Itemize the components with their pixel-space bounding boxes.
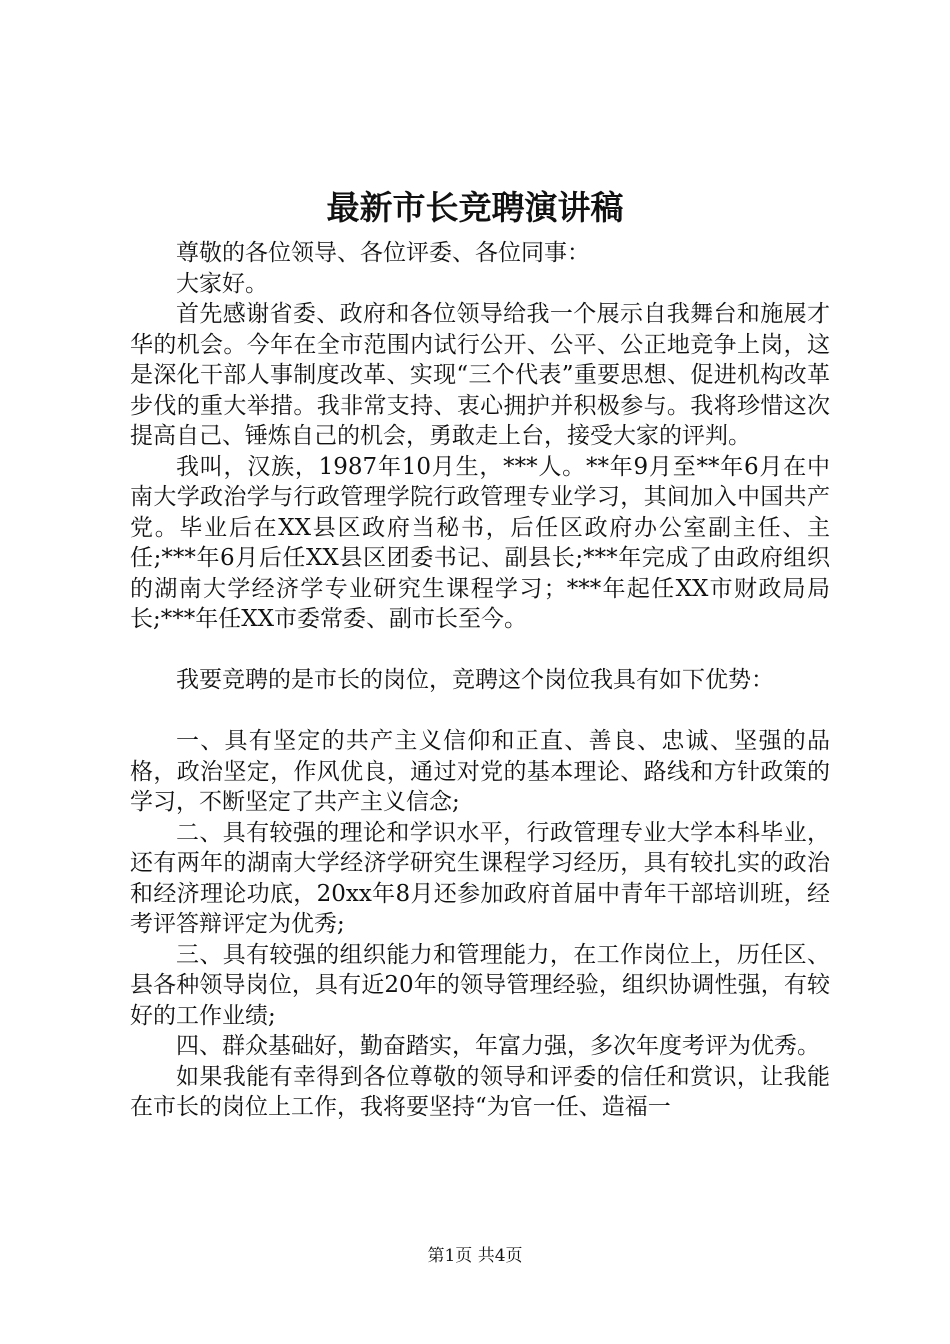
paragraph-spacer: [130, 696, 830, 727]
biography-paragraph: 我叫，汉族，1987年10月生，***人。**年9月至**年6月在中南大学政治学与行政管理学院行政管理专业学习，其间加入中国共产党。毕业后在XX县区政府当秘书，后任区政府办公室副主任、主任;***年6月后任XX县区团委书记、副县长;***年完成了由政府组织的湖南大学经济学专业研究生课程学习；***年起任XX市财政局局长;***年任XX市委常委、副市长至今。: [130, 453, 830, 632]
advantage-one-paragraph: 一、具有坚定的共产主义信仰和正直、善良、忠诚、坚强的品格，政治坚定，作风优良，通过对党的基本理论、路线和方针政策的学习，不断坚定了共产主义信念;: [130, 728, 830, 815]
closing-paragraph: 如果我能有幸得到各位尊敬的领导和评委的信任和赏识，让我能在市长的岗位上工作，我将要坚持“为官一任、造福一: [130, 1063, 830, 1120]
document-title: 最新市长竞聘演讲稿: [326, 188, 624, 227]
salutation-paragraph: 尊敬的各位领导、各位评委、各位同事：: [176, 240, 590, 266]
advantages-intro-paragraph: 我要竞聘的是市长的岗位，竞聘这个岗位我具有如下优势：: [176, 667, 774, 693]
page-number-footer: 第1页 共4页: [427, 1246, 523, 1266]
greeting-paragraph: 大家好。: [176, 270, 268, 297]
paragraph-spacer: [130, 635, 830, 666]
intro-paragraph: 首先感谢省委、政府和各位领导给我一个展示自我舞台和施展才华的机会。今年在全市范围内试行公开、公平、公正地竞争上岗，这是深化干部人事制度改革、实现“三个代表”重要思想、促进机构改革步伐的重大举措。我非常支持、衷心拥护并积极参与。我将珍惜这次提高自己、锤炼自己的机会，勇敢走上台，接受大家的评判。: [130, 301, 830, 449]
advantage-two-paragraph: 二、具有较强的理论和学识水平，行政管理专业大学本科毕业，还有两年的湖南大学经济学研究生课程学习经历，具有较扎实的政治和经济理论功底，20xx年8月还参加政府首届中青年干部培训班，经考评答辩评定为优秀;: [130, 819, 830, 937]
advantage-four-paragraph: 四、群众基础好，勤奋踏实，年富力强，多次年度考评为优秀。: [176, 1033, 820, 1059]
advantage-three-paragraph: 三、具有较强的组织能力和管理能力，在工作岗位上，历任区、县各种领导岗位，具有近20年的领导管理经验，组织协调性强，有较好的工作业绩;: [130, 941, 830, 1029]
document-body: [130, 238, 830, 1123]
